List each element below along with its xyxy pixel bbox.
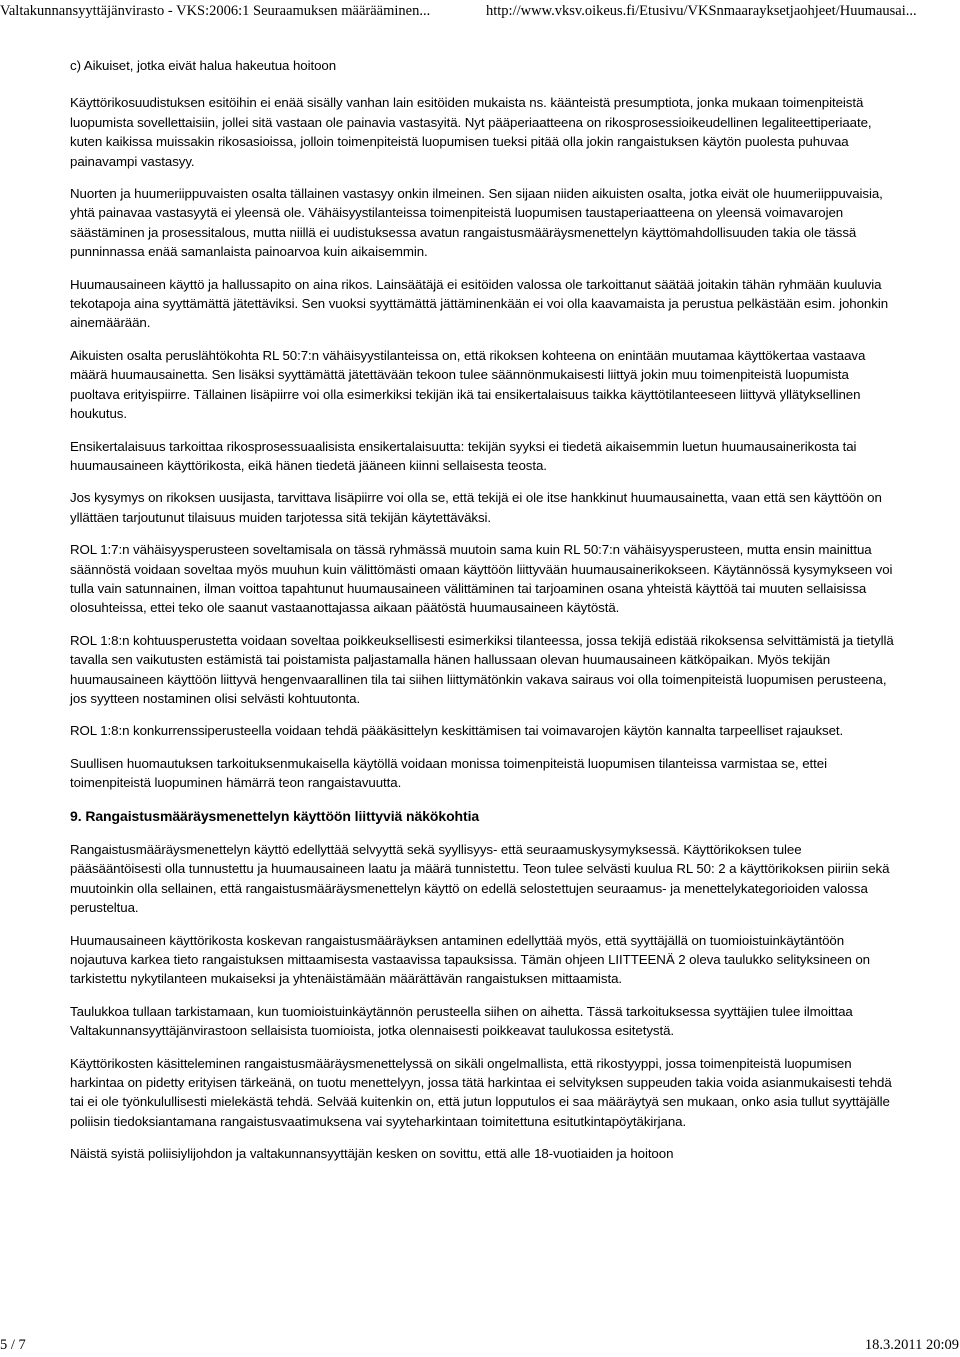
page-number: 5 / 7 — [0, 1337, 26, 1353]
paragraph-procedure-problem: Käyttörikosten käsitteleminen rangaistusmääräysmenettelyssä on sikäli ongelmallista, että rikostyyppi, jossa toimenpiteistä luopumisen harkintaa on pidetty erityisen tärkeänä, on tuotu menettelyyn, jossa tätä harkintaa ei selvityksen suppeuden takia voida asianmukaisesti tehdä tai ei ole työnkulullisesti mielekästä tehdä. Selvää kuitenkin on, että jutun lopputulos ei saa määräytyä sen mukaan, onko asia tullut syyttäjälle poliisin tiedoksiantamana rangaistusvaatimuksena vai syyteharkintaan toimitettuna esitutkintapöytäkirjana. — [70, 1055, 892, 1129]
paragraph-repeat-offender: Jos kysymys on rikoksen uusijasta, tarvittava lisäpiirre voi olla se, että tekijä ei ole itse hankkinut huumausainetta, vaan että sen käyttöön on yllättäen tarjoutunut tilaisuus muiden tarjotessa sitä tekijän käytettäväksi. — [70, 490, 882, 525]
paragraph-sentencing-knowledge: Huumausaineen käyttörikosta koskevan rangaistusmääräyksen antaminen edellyttää myös, että syyttäjällä on tuomioistuinkäytäntöön nojautuva karkea tieto rangaistuksen mittaamisesta vastaavissa tapauksissa. Tämän ohjeen LIITTEENÄ 2 oleva taulukko selityksineen on tarkistettu nykytilanteen mukaiseksi ja yhtenäistämään määrättävän rangaistuksen mittaamista. — [70, 932, 870, 987]
section-9-heading: 9. Rangaistusmääräysmenettelyn käyttöön liittyviä näkökohtia — [70, 807, 480, 824]
print-footer — [0, 1336, 960, 1356]
paragraph-rol-1-7: ROL 1:7:n vähäisyysperusteen soveltamisala on tässä ryhmässä muutoin sama kuin RL 50:7:n vähäisyysperusteen, mutta ensin mainittua säännöstä voidaan soveltaa myös muuhun kuin välittömästi omaan käyttöön liittyvään huumausainerikokseen. Käytännössä kysymykseen voi tulla vain satunnainen, ilman voittoa tapahtunut huumausaineen välittäminen tai tarjoaminen osana yhteistä käyttöä tai muuten sellaisissa olosuhteissa, ettei teko ole saanut vastaanottajassa aikaan päätöstä huumausaineen käytöstä. — [70, 542, 893, 616]
paragraph-agreement: Näistä syistä poliisiylijohdon ja valtakunnansyyttäjän kesken on sovittu, että alle 18-vuotiaiden ja hoitoon — [70, 1146, 674, 1162]
print-header — [0, 0, 960, 24]
paragraph-youth: Nuorten ja huumeriippuvaisten osalta tällainen vastasyy onkin ilmeinen. Sen sijaan niiden aikuisten osalta, jotka eivät ole huumeriippuvaisia, yhtä painavaa vastasyytä ei yleensä ole. Vähäisyystilanteissa toimenpiteistä luopumisen taustaperiaatteena on yleensä voimavarojen säästäminen ja prosessitalous, mutta niillä ei uudistuksessa avatun rangaistusmääräysmenettelyn käyttömahdollisuuden takia ole tässä punninnassa enää samanlaista painoarvoa kuin aikaisemmin. — [70, 186, 883, 260]
paragraph-presumption: Käyttörikosuudistuksen esitöihin ei enää sisälly vanhan lain esitöiden mukaista ns. käänteistä presumptiota, jonka mukaan toimenpiteistä luopumista sovellettaisiin, jollei sitä vastaan ole painavia vastasyitä. Nyt pääperiaatteena on rikosprosessioikeudellinen legaliteettiperiaate, kuten kaikissa muissakin rikosasioissa, jolloin toimenpiteistä luopumisen tueksi pitää olla jokin rangaistuksen käytön puolesta puhuvaa painavampi vastasyy. — [70, 95, 872, 169]
paragraph-first-offender: Ensikertalaisuus tarkoittaa rikosprosessuaalisista ensikertalaisuutta: tekijän syyksi ei tiedetä aikaisemmin luetun huumausainerikosta tai huumausaineen käyttörikosta, eikä hänen tiedetä jääneen kiinni sellaisesta teosta. — [70, 438, 857, 473]
paragraph-rol-1-8-reasonableness: ROL 1:8:n kohtuusperustetta voidaan soveltaa poikkeuksellisesti esimerkiksi tilanteessa, jossa tekijä edistää rikoksensa selvittämistä ja tietyllä tavalla sen vaikutusten estämistä tai poistamista paljastamalla hänen hallussaan olevan huumausaineen kätköpaikan. Myös tekijän huumausaineen käyttöön liittyvä hengenvaarallinen tila tai siihen liittymätönkin vakava sairaus voi olla toimenpiteistä luopumisen perusteena, jos syytteen nostaminen olisi selvästi kohtuutonta. — [70, 632, 894, 706]
paragraph-rol-1-8-concurrence: ROL 1:8:n konkurrenssiperusteella voidaan tehdä pääkäsittelyn keskittämisen tai voimavarojen käytön kannalta tarpeelliset rajaukset. — [70, 723, 844, 739]
paragraph-table-review: Taulukkoa tullaan tarkistamaan, kun tuomioistuinkäytännön perusteella siihen on aihetta. Tässä tarkoituksessa syyttäjien tulee ilmoittaa Valtakunnansyyttäjänvirastoon sellaisista tuomioista, jotka olennaisesti poikkeavat taulukossa esitetystä. — [70, 1003, 853, 1039]
document-body — [70, 56, 894, 1164]
paragraph-always-crime: Huumausaineen käyttö ja hallussapito on aina rikos. Lainsäätäjä ei esitöiden valossa ole tarkoittanut säätää joitakin tähän ryhmään kuuluvia tekotapoja aina syyttämättä jätettäviksi. Sen vuoksi syyttämättä jättäminenkään ei voi olla kaavamaista ja perustua pelkästään esim. johonkin ainemäärään. — [70, 276, 889, 331]
paragraph-penal-order-requirements: Rangaistusmääräysmenettelyn käyttö edellyttää selvyyttä sekä syyllisyys- että seuraamuskysymyksessä. Käyttörikoksen tulee pääsääntöisesti olla tunnustettu ja huumausaineen laatu ja määrä tunnistettu. Teon tulee selvästi kuulua RL 50: 2 a käyttörikoksen piiriin sekä muutoinkin olla sellainen, että rangaistusmääräysmenettelyn käyttö on edellä selostettujen seuraamus- ja menettelykategorioiden valossa perusteltua. — [70, 842, 890, 916]
paragraph-oral-notice: Suullisen huomautuksen tarkoituksenmukaisella käytöllä voidaan monissa toimenpiteistä luopumisen tilanteissa varmistaa se, ettei toimenpiteistä luopuminen hämärrä teon rangaistavuutta. — [70, 755, 827, 791]
document-title: Valtakunnansyyttäjänvirasto - VKS:2006:1 Seuraamuksen määrääminen... — [0, 3, 431, 19]
print-datetime: 18.3.2011 20:09 — [864, 1337, 959, 1353]
paragraph-adults-baseline: Aikuisten osalta peruslähtökohta RL 50:7:n vähäisyystilanteissa on, että rikoksen kohteena on enintään muutamaa käyttökertaa vastaava määrä huumausainetta. Sen lisäksi syyttämättä jätettävään tekoon tulee säännönmukaisesti liittyä jokin muu toimenpiteistä luopumista puoltava erityispiirre. Tällainen lisäpiirre voi olla esimerkiksi tekijän ikä tai ensikertalaisuus taikka käyttötilanteeseen liittyvä yllätyksellinen houkutus. — [70, 347, 866, 422]
section-c-heading: c) Aikuiset, jotka eivät halua hakeutua hoitoon — [70, 58, 337, 73]
document-url[interactable]: http://www.vksv.oikeus.fi/Etusivu/VKSnmaarayksetjaohjeet/Huumausai... — [486, 3, 917, 19]
